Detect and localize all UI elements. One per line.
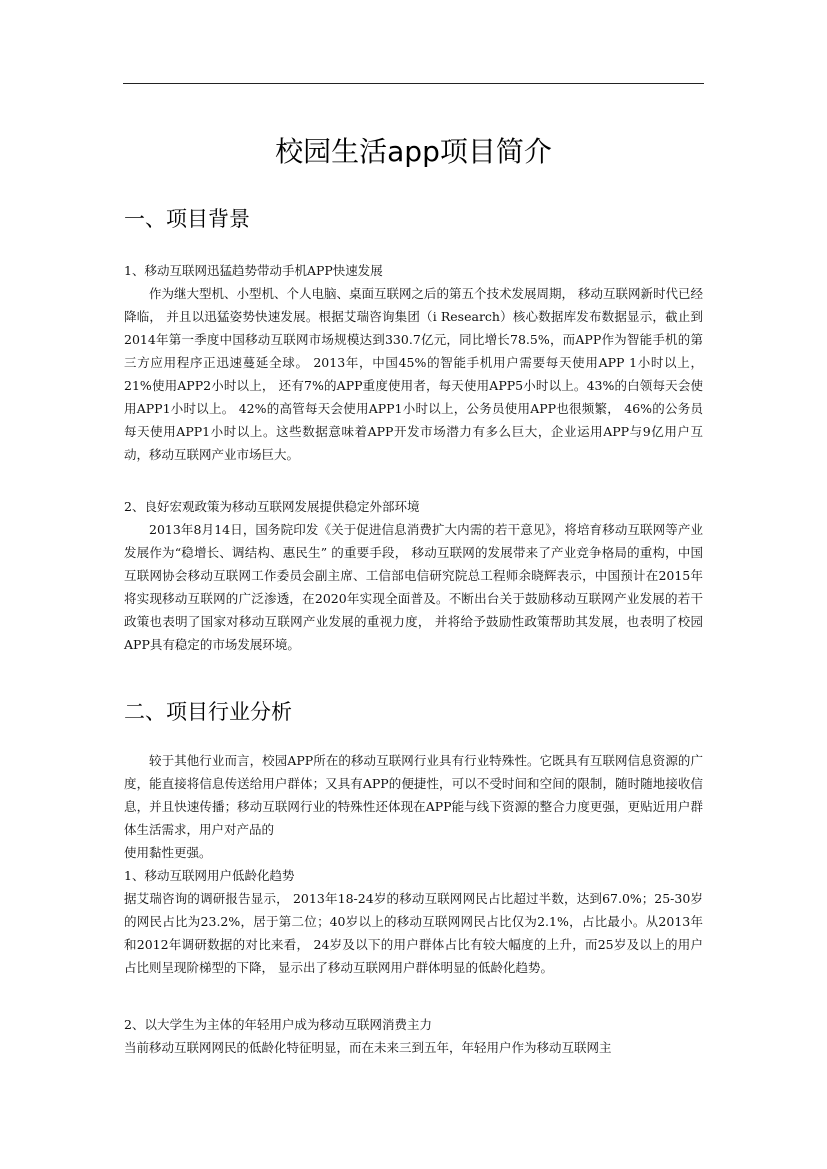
paragraph: 作为继大型机、小型机、个人电脑、桌面互联网之后的第五个技术发展周期， 移动互联网新时代已经降临， 并且以迅猛姿势快速发展。根据艾瑞咨询集团（i Research）核心数据库发布数据显示，截止到2014年第一季度中国移动互联网市场规模达到330.7亿元，同比增长78.5%，而APP作为智能手机的第三方应用程序正迅速蔓延全球。 2013年，中国45%的智能手机用户需要每天使用APP 1小时以上， 21%使用APP2小时以上， 还有7%的APP重度使用者，每天使用APP5小时以上。43%的白领每天会使用APP1小时以上。 42%的高管每天会使用APP1小时以上，公务员使用APP也很频繁， 46%的公务员每天使用APP1小时以上。这些数据意味着APP开发市场潜力有多么巨大，企业运用APP与9亿用户互动，移动互联网产业市场巨大。 (124, 286, 703, 462)
item-title: 1、移动互联网迅猛趋势带动手机APP快速发展 (124, 263, 383, 278)
header-rule (123, 83, 704, 84)
paragraph: 2013年8月14日，国务院印发《关于促进信息消费扩大内需的若干意见》，将培育移动互联网等产业发展作为“稳增长、调结构、惠民生” 的重要手段， 移动互联网的发展带来了产业竞争格局的重构，中国互联网协会移动互联网工作委员会副主席、工信部电信研究院总工程师余晓辉表示，中国预计在2015年将实现移动互联网的广泛渗透，在2020年实现全面普及。不断出台关于鼓励移动互联网产业发展的若干政策也表明了国家对移动互联网产业发展的重视力度， 并将给予鼓励性政策帮助其发展，也表明了校园APP具有稳定的市场发展环境。 (124, 522, 703, 652)
paragraph-tail: 使用黏性更强。 (124, 845, 212, 860)
item-title: 2、良好宏观政策为移动互联网发展提供稳定外部环境 (124, 499, 420, 514)
section-heading-background: 一、项目背景 (124, 207, 250, 231)
item-title: 2、以大学生为主体的年轻用户成为移动互联网消费主力 (124, 1017, 432, 1032)
paragraph: 当前移动互联网网民的低龄化特征明显，而在未来三到五年，年轻用户作为移动互联网主 (124, 1040, 612, 1055)
document-title: 校园生活app项目简介 (275, 135, 552, 168)
item-title: 1、移动互联网用户低龄化趋势 (124, 868, 295, 883)
section1-item1 (124, 259, 703, 466)
section-heading-industry-analysis: 二、项目行业分析 (124, 700, 292, 724)
section2-item2 (124, 1013, 703, 1059)
paragraph: 较于其他行业而言，校园APP所在的移动互联网行业具有行业特殊性。它既具有互联网信息资源的广度，能直接将信息传送给用户群体；又具有APP的便捷性，可以不受时间和空间的限制，随时随地接收信息，并且快速传播；移动互联网行业的特殊性还体现在APP能与线下资源的整合力度更强，更贴近用户群体生活需求，用户对产品的 (124, 753, 703, 837)
paragraph: 据艾瑞咨询的调研报告显示， 2013年18-24岁的移动互联网网民占比超过半数，达到67.0%；25-30岁的网民占比为23.2%，居于第二位；40岁以上的移动互联网网民占比仅为2.1%，占比最小。从2013年和2012年调研数据的对比来看， 24岁及以下的用户群体占比有较大幅度的上升，而25岁及以上的用户占比则呈现阶梯型的下降， 显示出了移动互联网用户群体明显的低龄化趋势。 (124, 891, 703, 975)
section2-intro (124, 749, 703, 979)
section1-item2 (124, 495, 703, 656)
